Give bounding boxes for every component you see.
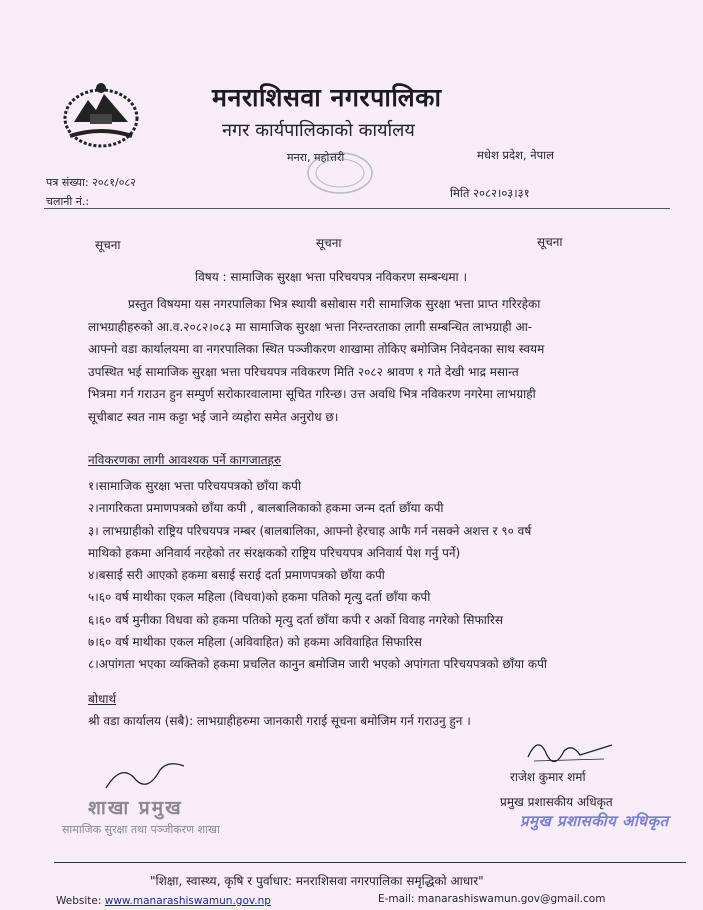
body-line: लाभग्राहीहरुको आ.व.२०८२।०८३ मा सामाजिक सुरक्षा भत्ता निरन्तरताका लागी सम्बन्धित लाभग्राही आ- <box>88 319 533 334</box>
website-link[interactable]: www.manarashiswamun.gov.np <box>104 895 271 907</box>
office-name: नगर कार्यपालिकाको कार्यालय <box>222 120 415 141</box>
body-line: आफ्नो वडा कार्यालयमा वा नगरपालिका स्थित पञ्जीकरण शाखामा तोकिए बमोजिम निवेदनका साथ स्वयम <box>88 342 545 356</box>
notice-label-center: सूचना <box>316 236 342 250</box>
notice-subject: विषय : सामाजिक सुरक्षा भत्ता परिचयपत्र नविकरण सम्बन्धमा । <box>195 270 468 284</box>
footer-motto: "शिक्षा, स्वास्थ्य, कृषि र पुर्वाधार: मनराशिसवा नगरपालिका समृद्धिको आधार" <box>150 874 484 888</box>
notice-label-right: सूचना <box>537 235 563 249</box>
website-label: Website: <box>56 895 105 907</box>
nepal-government-emblem-icon <box>60 78 142 150</box>
office-seal-icon <box>305 150 375 196</box>
signer-name: राजेश कुमार शर्मा <box>510 770 586 784</box>
footer-website <box>56 895 271 907</box>
section-head-stamp: शाखा प्रमुख <box>88 797 183 819</box>
required-documents-list <box>88 475 547 676</box>
signer-title: प्रमुख प्रशासकीय अधिकृत <box>500 795 613 809</box>
footer-divider <box>54 862 686 863</box>
cc-text: श्री वडा कार्यालय (सबै): लाभग्राहीहरुमा जानकारी गराई सूचना बमोजिम गर्न गराउनु हुन । <box>88 714 471 728</box>
body-line: प्रस्तुत विषयमा यस नगरपालिका भित्र स्थायी बसोबास गरी सामाजिक सुरक्षा भत्ता प्राप्त गरिरहेका <box>128 297 541 311</box>
list-item: १।सामाजिक सुरक्षा भत्ता परिचयपत्रको छाँया कपी <box>88 479 302 493</box>
list-item: ३। लाभग्राहीको राष्ट्रिय परिचयपत्र नम्बर (बालबालिका, आफ्नो हेरचाह आफै गर्न नसक्ने अशत्त र ९० वर्ष <box>88 523 532 538</box>
notice-body <box>88 293 674 428</box>
letter-number: पत्र संख्या: २०८१/०८२ <box>46 176 136 189</box>
header-divider <box>44 208 670 209</box>
dispatch-number: चलानी नं.: <box>46 195 90 208</box>
list-item: ६।६० वर्ष मुनीका विधवा को हकमा पतिको मृत्यु दर्ता छाँया कपी र अर्को विवाह नगरेको सिफारिस <box>88 612 503 627</box>
notice-label-left: सूचना <box>95 238 121 252</box>
required-documents-heading: नविकरणका लागी आवश्यक पर्ने कागजातहरु <box>88 453 282 467</box>
section-name-stamp: सामाजिक सुरक्षा तथा पञ्जीकरण शाखा <box>62 823 220 836</box>
officer-signature-icon <box>524 733 616 765</box>
letter-date: मिति २०८२।०३।३१ <box>450 186 530 200</box>
body-line: उपस्थित भई सामाजिक सुरक्षा भत्ता परिचयपत्र नविकरण मिति २०८२ श्रावण १ गते देखी भाद्र मसान्त <box>88 364 519 379</box>
list-item: ५।६० वर्ष माथीका एकल महिला (विधवा)को हकमा पतिको मृत्यु दर्ता छाँया कपी <box>88 590 431 605</box>
list-item: ७।६० वर्ष माथीका एकल महिला (अविवाहित) को हकमा अविवाहित सिफारिस <box>88 635 422 650</box>
cc-heading: बोधार्थ <box>88 692 117 706</box>
list-item: ८।अपांगता भएका व्यक्तिको हकमा प्रचलित कानुन बमोजिम जारी भएको अपांगता परिचयपत्रको छाँया कपी <box>88 657 548 672</box>
list-item: ४।बसाई सरी आएको हकमा बसाई सराई दर्ता प्रमाणपत्रको छाँया कपी <box>88 568 385 583</box>
org-name: मनराशिसवा नगरपालिका <box>212 83 442 112</box>
list-item: माथिको हकमा अनिवार्य नरहेको तर संरक्षकको राष्ट्रिय परिचयपत्र अनिवार्य पेश गर्नु पर्ने) <box>88 545 461 560</box>
section-head-signature-icon <box>102 758 188 794</box>
body-line: सूचीबाट स्वत नाम कट्टा भई जाने व्यहोरा समेत अनुरोध छ। <box>88 409 339 424</box>
body-line: भित्रमा गर्न गराउन हुन सम्पुर्ण सरोकारवालामा सूचित गरिन्छ। उत्त अवधि भित्र नविकरण नगरेमा लाभग्राही <box>88 387 536 401</box>
office-province: मधेश प्रदेश, नेपाल <box>477 148 554 162</box>
list-item: २।नागरिकता प्रमाणपत्रको छाँया कपी , बालबालिकाको हकमा जन्म दर्ता छाँया कपी <box>88 501 444 516</box>
footer-email: E-mail: manarashiswamun.gov@gmail.com <box>378 893 606 905</box>
office-place: मनरा, महोत्तरी <box>287 151 345 164</box>
designation-stamp: प्रमुख प्रशासकीय अधिकृत <box>520 812 669 830</box>
